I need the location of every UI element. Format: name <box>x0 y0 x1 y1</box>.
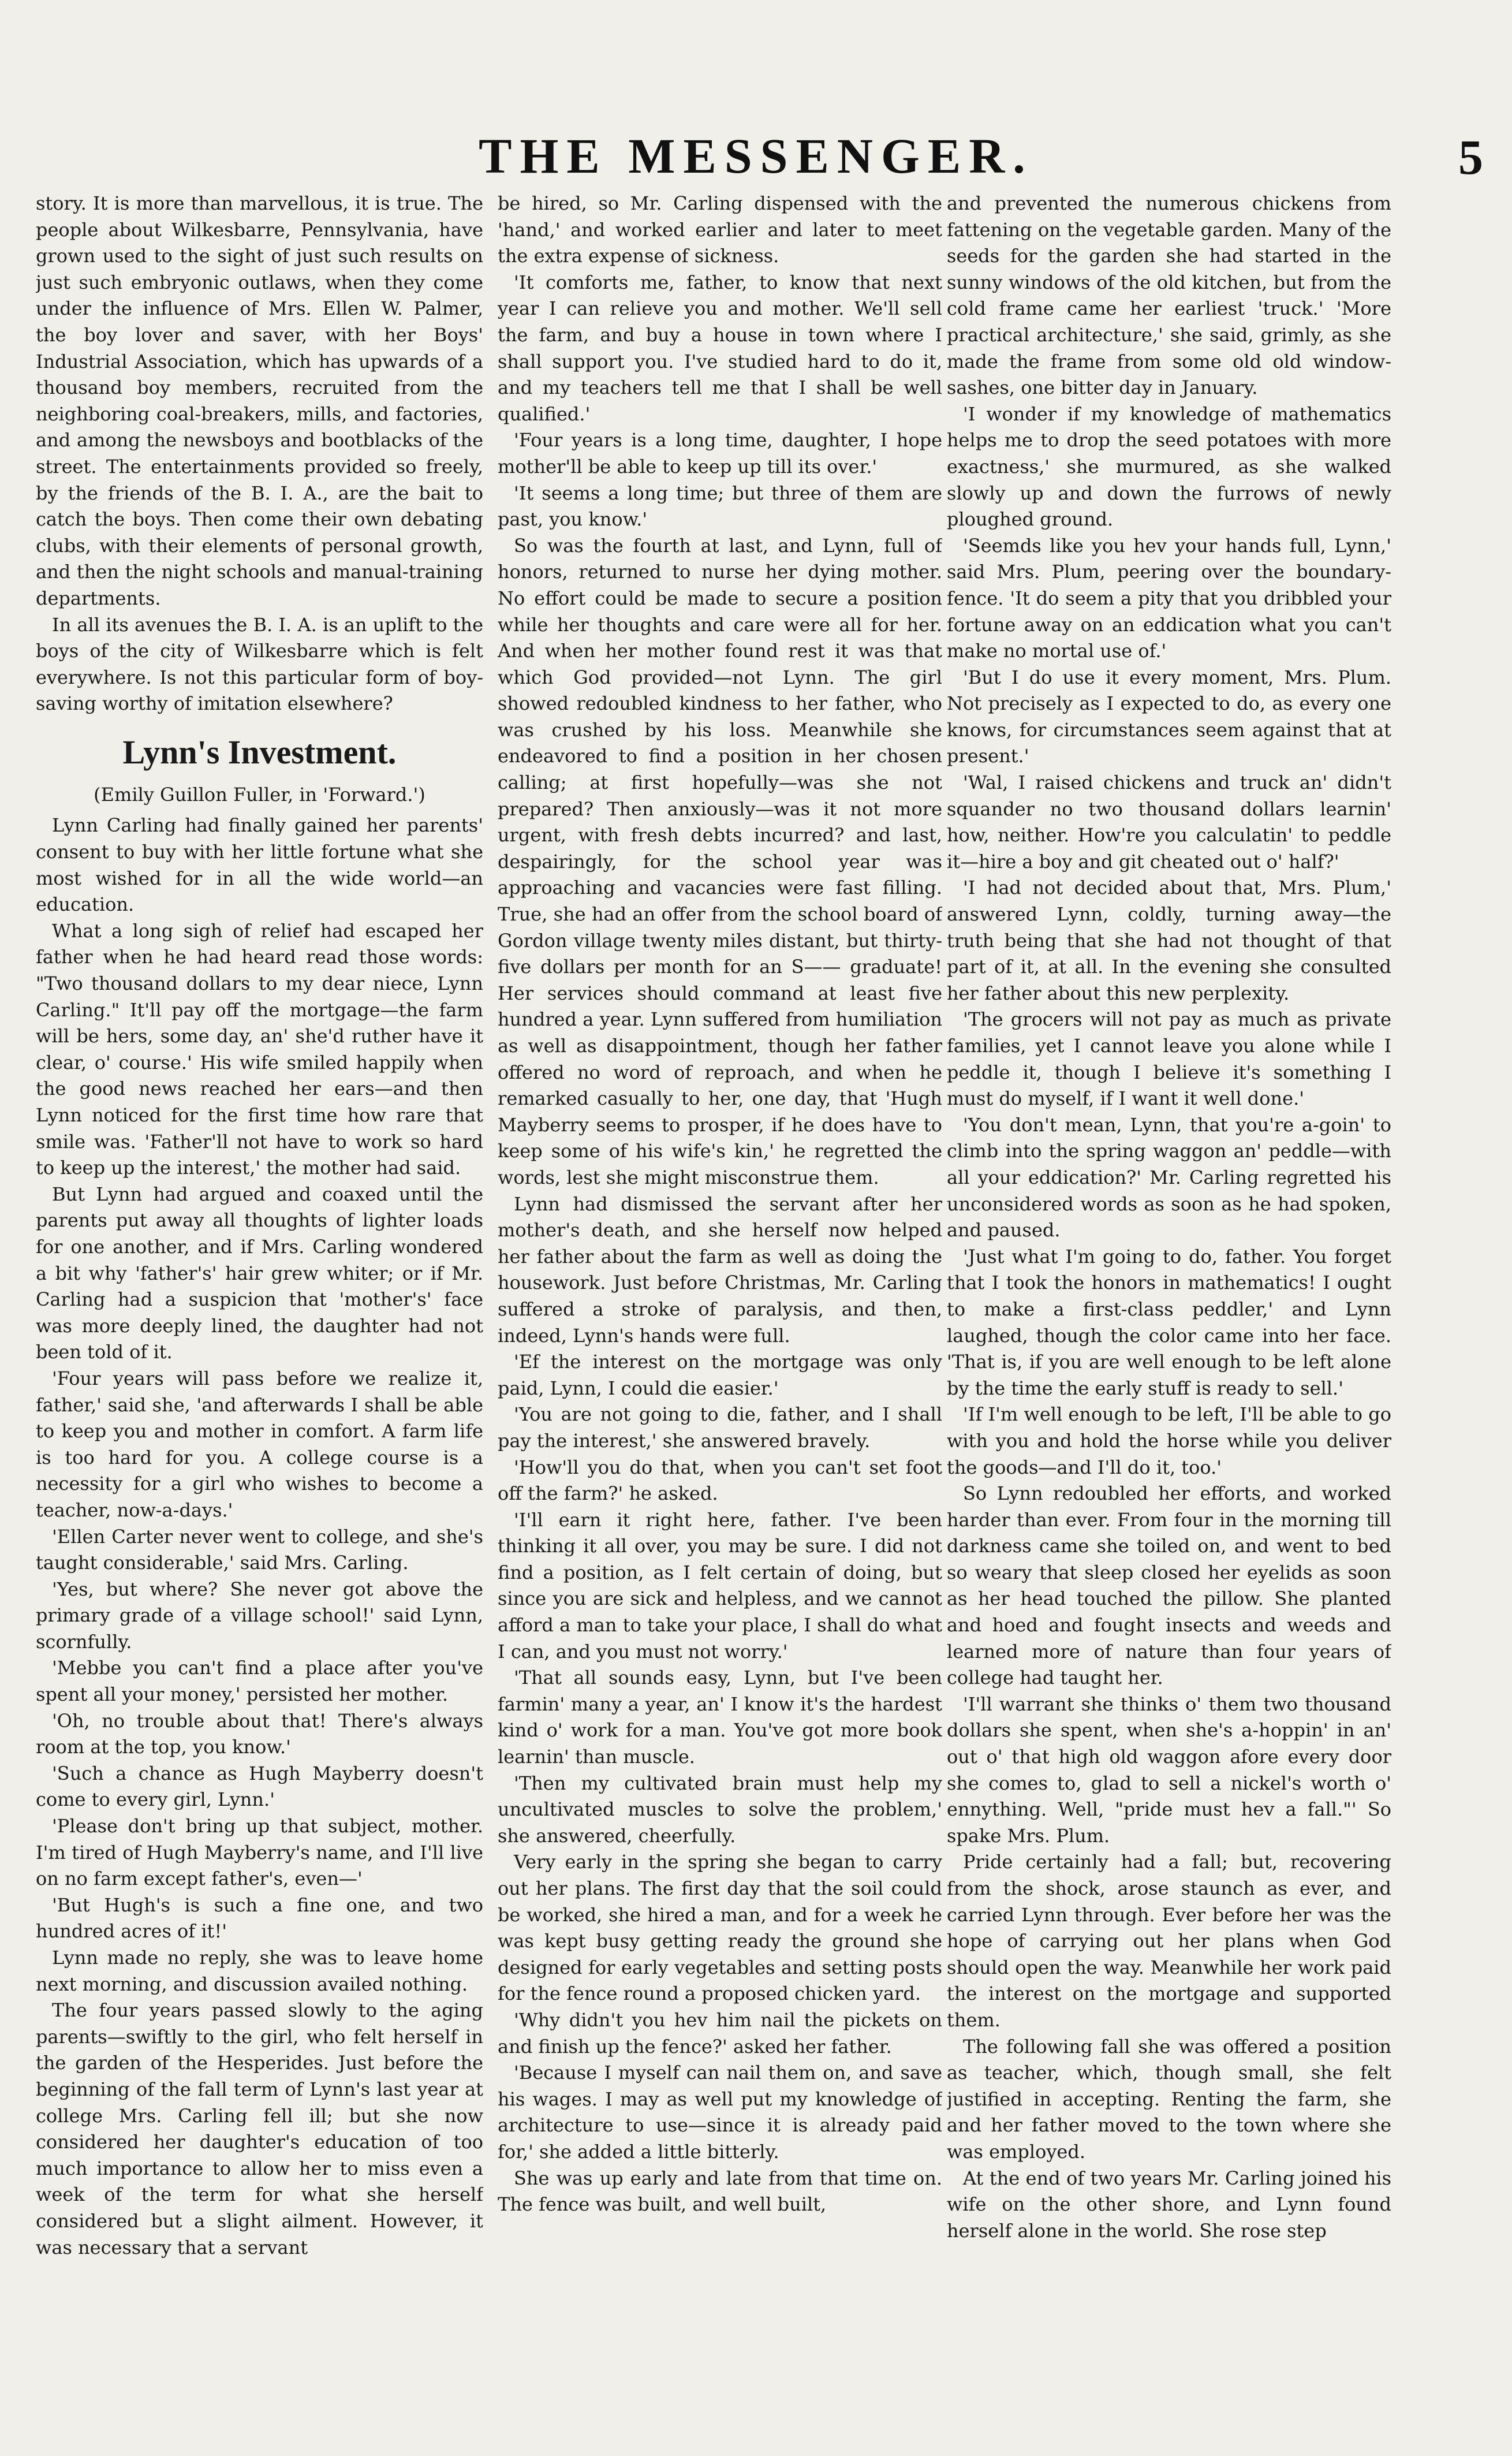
paragraph: 'But Hugh's is such a fine one, and two hundred acres of it!' <box>36 1894 483 1943</box>
paragraph: 'I had not decided about that, Mrs. Plum,' answered Lynn, coldly, turning away—the truth being that she had not thought of that part of it, at all. In the evening she consulted her father about this new perplexity. <box>947 877 1391 1004</box>
paragraph: be hired, so Mr. Carling dispensed with the 'hand,' and worked earlier and later to meet the extra expense of sickness. <box>498 192 942 267</box>
paragraph: 'I'll earn it right here, father. I've been thinking it all over, you may be sure. I did not find a position, as I felt certain of doing, but since you are sick and helpless, and we cannot afford a man to take your place, I shall do what I can, and you must not worry.' <box>498 1508 942 1663</box>
paragraph: The four years passed slowly to the aging parents—swiftly to the girl, who felt herself in the garden of the Hesperides. Just before the beginning of the fall term of Lynn's last year at college Mrs. Carling fell ill; but she now considered her daughter's education of too much importance to allow her to miss even a week of the term for what she herself considered but a slight ailment. However, it was necessary that a servant <box>36 1999 483 2259</box>
paragraph: 'Ellen Carter never went to college, and she's taught considerable,' said Mrs. Carling. <box>36 1525 483 1574</box>
paragraph: The following fall she was offered a position as teacher, which, though small, she felt justified in accepting. Renting the farm, she and her father moved to the town where she was employed. <box>947 2035 1391 2163</box>
page-number: 5 <box>1458 129 1483 185</box>
paragraph: 'How'll you do that, when you can't set foot off the farm?' he asked. <box>498 1456 942 1505</box>
paragraph: 'Four years will pass before we realize it, father,' said she, 'and afterwards I shall be able to keep you and mother in comfort. A farm life is too hard for you. A college course is a necessity for a girl who wishes to become a teacher, now-a-days.' <box>36 1367 483 1521</box>
column-1 <box>36 191 483 2431</box>
paragraph: 'If I'm well enough to be left, I'll be able to go with you and hold the horse while you deliver the goods—and I'll do it, too.' <box>947 1403 1391 1478</box>
newspaper-title: THE MESSENGER. <box>479 128 1033 184</box>
paragraph: So Lynn redoubled her efforts, and worked harder than ever. From four in the morning till darkness came she toiled on, and went to bed so weary that sleep closed her eyelids as soon as her head touched the pillow. She planted and hoed and fought insects and weeds and learned more of nature than four years of college had taught her. <box>947 1482 1391 1689</box>
paragraph: 'But I do use it every moment, Mrs. Plum. Not precisely as I expected to do, as every one knows, for circumstances seem against that at present.' <box>947 666 1391 767</box>
paragraph: Very early in the spring she began to carry out her plans. The first day that the soil could be worked, she hired a man, and for a week he was kept busy getting ready the ground she designed for early vegetables and setting posts for the fence round a proposed chicken yard. <box>498 1851 942 2005</box>
paragraph: Lynn had dismissed the servant after her mother's death, and she herself now helped her father about the farm as well as doing the housework. Just before Christmas, Mr. Carling suffered a stroke of paralysis, and then, indeed, Lynn's hands were full. <box>498 1192 942 1347</box>
paragraph: 'Four years is a long time, daughter, I hope mother'll be able to keep up till its over.' <box>498 429 942 478</box>
paragraph: and prevented the numerous chickens from fattening on the vegetable garden. Many of the seeds for the garden she had started in the sunny windows of the old kitchen, but from the cold frame came her earliest 'truck.' 'More practical architecture,' she said, grimly, as she made the frame from some old old window-sashes, one bitter day in January. <box>947 192 1391 399</box>
paragraph: Pride certainly had a fall; but, recovering from the shock, arose staunch as ever, and carried Lynn through. Ever before her was the hope of carrying out her plans when God should open the way. Meanwhile her work paid the interest on the mortgage and supported them. <box>947 1851 1391 2031</box>
paragraph: 'That all sounds easy, Lynn, but I've been farmin' many a year, an' I know it's the hardest kind o' work for a man. You've got more book learnin' than muscle. <box>498 1667 942 1768</box>
article-byline: (Emily Guillon Fuller, in 'Forward.') <box>94 783 425 806</box>
column-2 <box>498 191 942 2431</box>
paragraph: 'Oh, no trouble about that! There's always room at the top, you know.' <box>36 1709 483 1758</box>
paragraph: 'Why didn't you hev him nail the pickets on and finish up the fence?' asked her father. <box>498 2008 942 2058</box>
paragraph: 'Seemds like you hev your hands full, Lynn,' said Mrs. Plum, peering over the boundary-fence. 'It do seem a pity that you dribbled your fortune away on an eddication what you can't make no mortal use of.' <box>947 534 1391 662</box>
paragraph: 'Such a chance as Hugh Mayberry doesn't come to every girl, Lynn.' <box>36 1762 483 1811</box>
paragraph: But Lynn had argued and coaxed until the parents put away all thoughts of lighter loads for one another, and if Mrs. Carling wondered a bit why 'father's' hair grew whiter; or if Mr. Carling had a suspicion that 'mother's' face was more deeply lined, the daughter had not been told of it. <box>36 1183 483 1363</box>
paragraph: 'Please don't bring up that subject, mother. I'm tired of Hugh Mayberry's name, and I'll live on no farm except father's, even—' <box>36 1815 483 1890</box>
paragraph: 'Mebbe you can't find a place after you've spent all your money,' persisted her mother. <box>36 1657 483 1706</box>
paragraph: 'It seems a long time; but three of them are past, you know.' <box>498 482 942 531</box>
paragraph: Lynn made no reply, she was to leave home next morning, and discussion availed nothing. <box>36 1947 483 1995</box>
article-heading: Lynn's Investment. <box>122 733 397 771</box>
paragraph: 'Just what I'm going to do, father. You forget that I took the honors in mathematics! I ought to make a first-class peddler,' and Lynn laughed, though the color came into her face. 'That is, if you are well enough to be left alone by the time the early stuff is ready to sell.' <box>947 1245 1391 1399</box>
paragraph: 'I wonder if my knowledge of mathematics helps me to drop the seed potatoes with more exactness,' she murmured, as she walked slowly up and down the furrows of newly ploughed ground. <box>947 402 1391 531</box>
paragraph: 'The grocers will not pay as much as private families, yet I cannot leave you alone while I peddle it, though I believe it's something I must do myself, if I want it well done.' <box>947 1008 1391 1110</box>
paragraph: 'You don't mean, Lynn, that you're a-goin' to climb into the spring waggon an' peddle—with all your eddication?' Mr. Carling regretted his unconsidered words as soon as he had spoken, and paused. <box>947 1113 1391 1242</box>
paragraph: She was up early and late from that time on. The fence was built, and well built, <box>498 2167 942 2216</box>
paragraph: 'Then my cultivated brain must help my uncultivated muscles to solve the problem,' she answered, cheerfully. <box>498 1772 942 1847</box>
paragraph: 'Because I myself can nail them on, and save his wages. I may as well put my knowledge of architecture to use—since it is already paid for,' she added a little bitterly. <box>498 2062 942 2163</box>
paragraph: story. It is more than marvellous, it is true. The people about Wilkesbarre, Pennsylvania, have grown used to the sight of just such results on just such embryonic outlaws, when they come under the influence of Mrs. Ellen W. Palmer, the boy lover and saver, with her Boys' Industrial Association, which has upwards of a thousand boy members, recruited from the neighboring coal-breakers, mills, and factories, and among the newsboys and bootblacks of the street. The entertainments provided so freely, by the friends of the B. I. A., are the bait to catch the boys. Then come their own debating clubs, with their elements of personal growth, and then the night schools and manual-training departments. <box>36 192 483 609</box>
paragraph: 'It comforts me, father, to know that next year I can relieve you and mother. We'll sell the farm, and buy a house in town where I shall support you. I've studied hard to do it, and my teachers tell me that I shall be well qualified.' <box>498 271 942 425</box>
paragraph: So was the fourth at last, and Lynn, full of honors, returned to nurse her dying mother. No effort could be made to secure a position while her thoughts and care were all for her. And when her mother found rest it was that which God provided—not Lynn. The girl showed redoubled kindness to her father, who was crushed by his loss. Meanwhile she endeavored to find a position in her chosen calling; at first hopefully—was she not prepared? Then anxiously—was it not more urgent, with fresh debts incurred? and last, despairingly, for the school year was approaching and vacancies were fast filling. True, she had an offer from the school board of Gordon village twenty miles distant, but thirty-five dollars per month for an S—— graduate! Her services should command at least five hundred a year. Lynn suffered from humiliation as well as disappointment, though her father offered no word of reproach, and when he remarked casually to her, one day, that 'Hugh Mayberry seems to prosper, if he does have to keep some of his wife's kin,' he regretted the words, lest she might misconstrue them. <box>498 534 942 1188</box>
paragraph: In all its avenues the B. I. A. is an uplift to the boys of the city of Wilkesbarre which is felt everywhere. Is not this particular form of boy-saving worthy of imitation elsewhere? <box>36 613 483 715</box>
paragraph: At the end of two years Mr. Carling joined his wife on the other shore, and Lynn found herself alone in the world. She rose step <box>947 2167 1391 2242</box>
paragraph: What a long sigh of relief had escaped her father when he had heard read those words: "Two thousand dollars to my dear niece, Lynn Carling." It'll pay off the mortgage—the farm will be hers, some day, an' she'd ruther have it clear, o' course.' His wife smiled happily when the good news reached her ears—and then Lynn noticed for the first time how rare that smile was. 'Father'll not have to work so hard to keep up the interest,' the mother had said. <box>36 919 483 1179</box>
paragraph: 'Wal, I raised chickens and truck an' didn't squander no two thousand dollars learnin' how, neither. How're you calculatin' to peddle it—hire a boy and git cheated out o' half?' <box>947 772 1391 873</box>
masthead <box>0 115 1512 185</box>
column-3 <box>947 191 1391 2431</box>
paragraph: Lynn Carling had finally gained her parents' consent to buy with her little fortune what she most wished for in all the wide world—an education. <box>36 814 483 916</box>
paragraph: 'Yes, but where? She never got above the primary grade of a village school!' said Lynn, scornfully. <box>36 1578 483 1653</box>
paragraph: 'I'll warrant she thinks o' them two thousand dollars she spent, when she's a-hoppin' in an' out o' that high old waggon afore every door she comes to, glad to sell a nickel's worth o' ennything. Well, "pride must hev a fall."' So spake Mrs. Plum. <box>947 1693 1391 1847</box>
paragraph: 'Ef the interest on the mortgage was only paid, Lynn, I could die easier.' <box>498 1351 942 1399</box>
paragraph: 'You are not going to die, father, and I shall pay the interest,' she answered bravely. <box>498 1403 942 1452</box>
